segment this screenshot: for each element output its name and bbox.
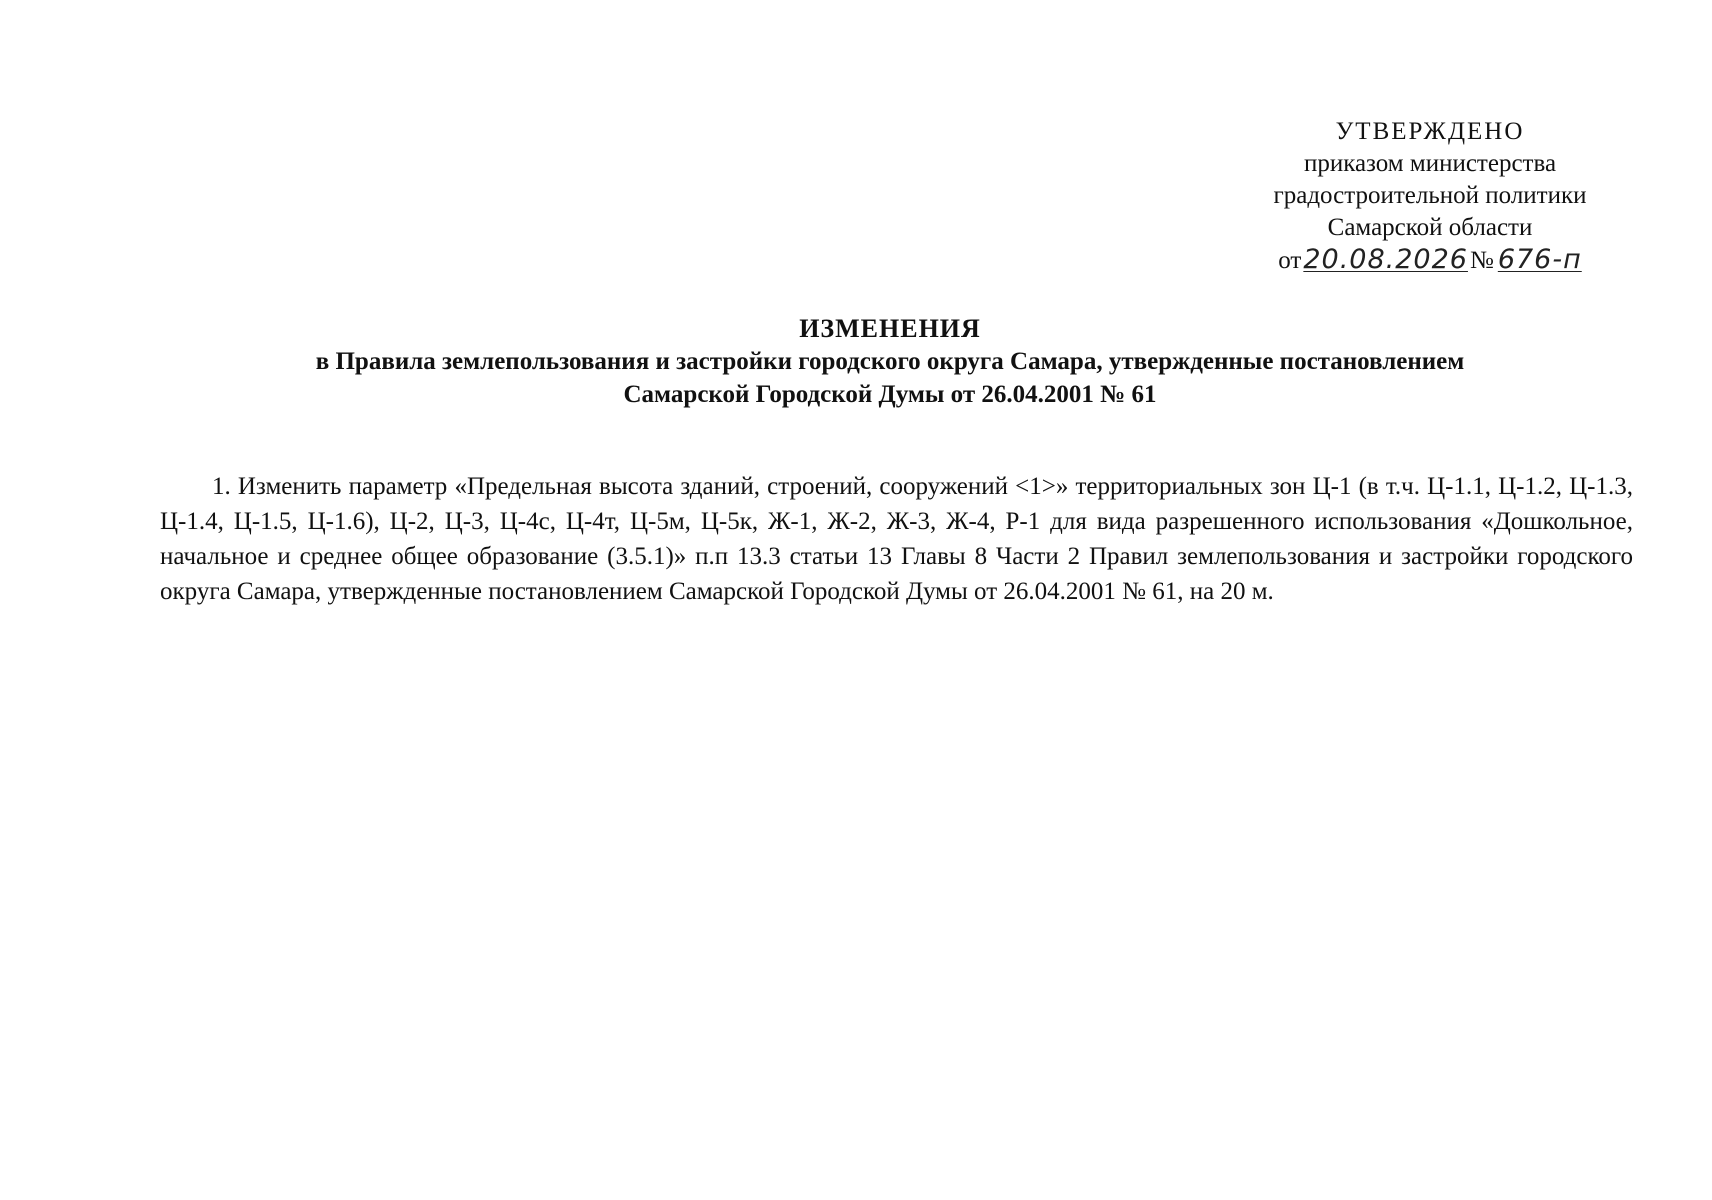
approval-line-ministry: приказом министерства (1303, 150, 1557, 177)
document-heading (150, 312, 1630, 411)
handwritten-date: 20.08.2026 (1303, 244, 1468, 275)
approval-line-policy: градостроительной политики (1273, 182, 1587, 209)
approval-date-line (1240, 244, 1620, 277)
document-title: ИЗМЕНЕНИЯ (799, 314, 981, 343)
approval-title: УТВЕРЖДЕНО (1335, 118, 1525, 145)
handwritten-number: 676-п (1497, 244, 1582, 275)
approval-line-region: Самарской области (1327, 214, 1533, 241)
document-subtitle-line2: Самарской Городской Думы от 26.04.2001 № 61 (623, 381, 1157, 408)
approval-date-prefix: от (1278, 247, 1302, 274)
approval-number-sign: № (1469, 247, 1494, 274)
body-paragraph: 1. Изменить параметр «Предельная высота зданий, строений, сооружений <1>» территориальных зон Ц-1 (в т.ч. Ц-1.1, Ц-1.2, Ц-1.3, Ц-1.4, Ц-1.5, Ц-1.6), Ц-2, Ц-3, Ц-4с, Ц-4т, Ц-5м, Ц-5к, Ж-1, Ж-2, Ж-3, Ж-4, Р-1 для вида разрешенного использования «Дошкольное, начальное и среднее общее образование (3.5.1)» п.п 13.3 статьи 13 Главы 8 Части 2 Правил землепользования и застройки городского округа Самара, утвержденные постановлением Самарской Городской Думы от 26.04.2001 № 61, на 20 м. (160, 473, 1633, 605)
document-subtitle-line1: в Правила землепользования и застройки городского округа Самара, утвержденные постановлением (315, 348, 1465, 375)
approval-stamp (1240, 116, 1620, 277)
